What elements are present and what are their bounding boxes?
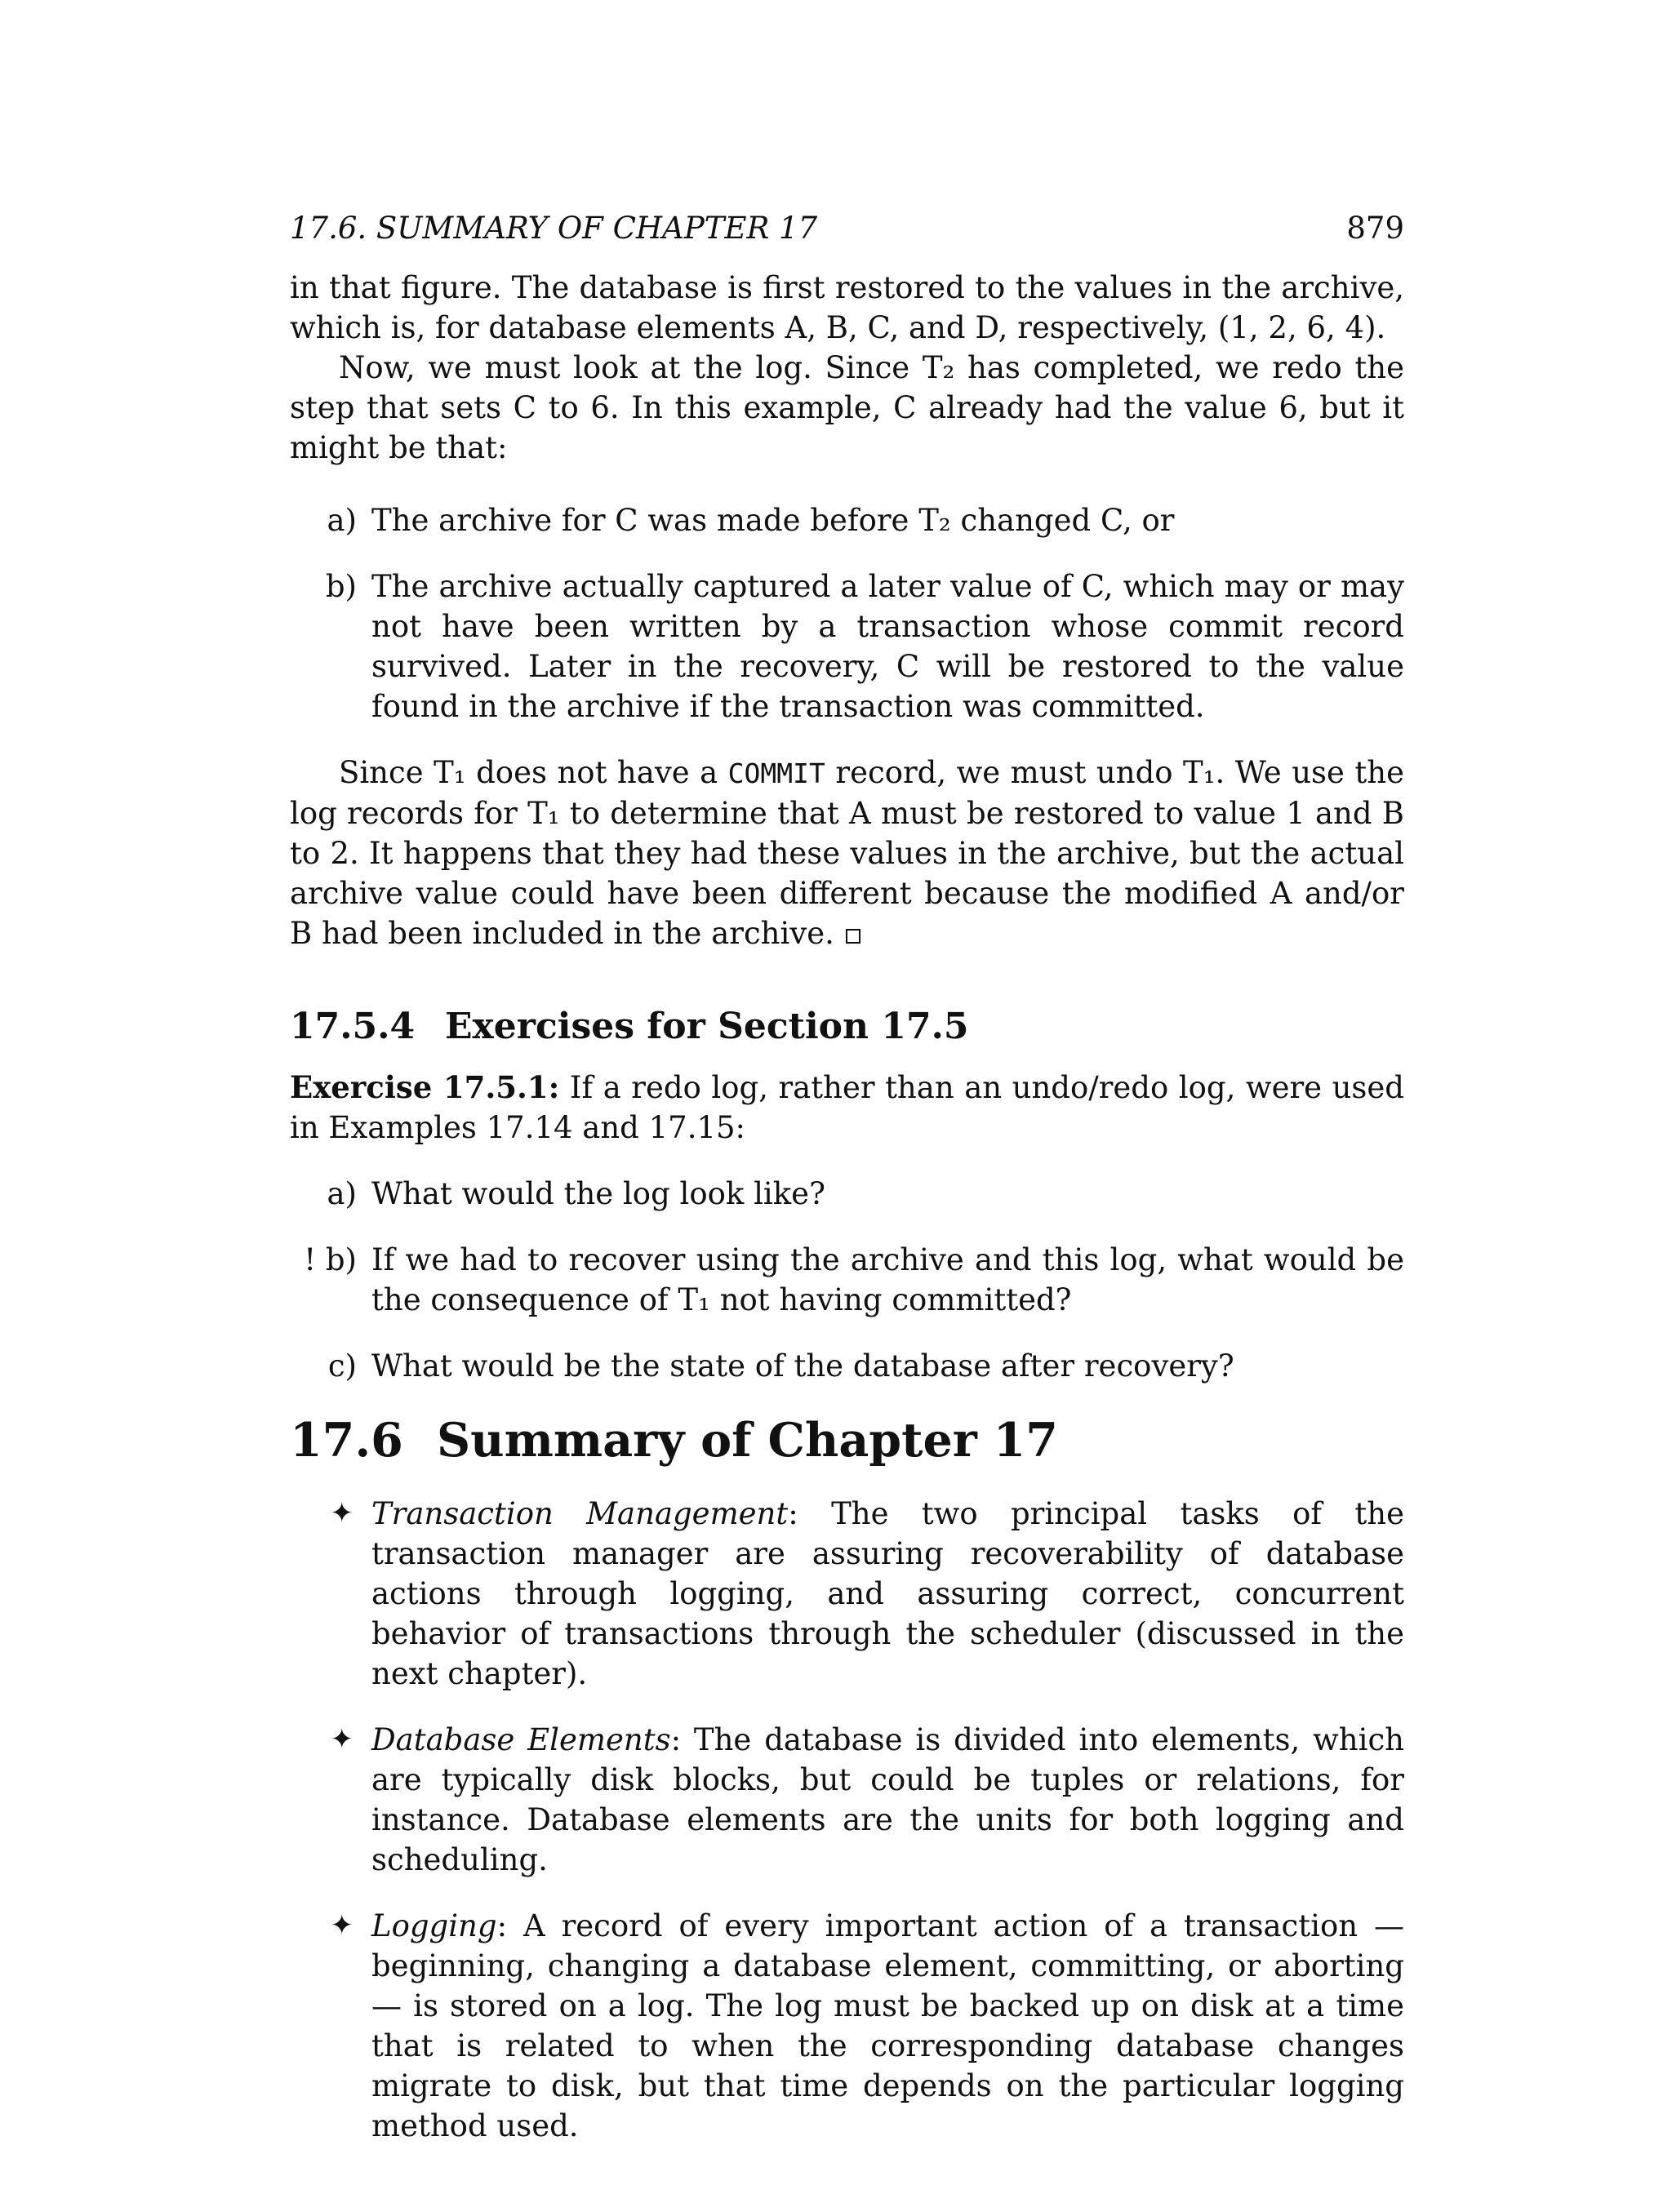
summary-text: : A record of every important action of a transaction — beginning, changing a database element, committing, or aborting — is stored on a log. The log must be backed up on disk at a time that is related to when the corresponding database changes migrate to disk, but that time depends on the particular logging method used. xyxy=(371,1908,1404,2143)
exercise-item-text: If we had to recover using the archive and this log, what would be the consequence of T₁ not having committed? xyxy=(371,1242,1404,1317)
summary-term: Logging xyxy=(371,1908,497,1943)
running-head-title: 17.6. SUMMARY OF CHAPTER 17 xyxy=(290,211,818,246)
list-text: The archive for C was made before T₂ changed C, or xyxy=(371,503,1175,538)
commit-code: COMMIT xyxy=(727,757,825,789)
section-number: 17.6 xyxy=(290,1413,403,1468)
exercise-label: Exercise 17.5.1: xyxy=(290,1069,560,1105)
subsection-heading xyxy=(290,1004,1404,1050)
diamond-bullet-icon: ✦ xyxy=(330,1909,354,1942)
subsection-number: 17.5.4 xyxy=(290,1006,416,1047)
summary-term: Transaction Management xyxy=(371,1496,789,1531)
exercise-text: If a redo log, rather than an undo/redo log, were used in Examples 17.14 and 17.15: xyxy=(290,1070,1404,1145)
difficulty-mark: ! xyxy=(304,1242,317,1277)
exercise-item-label: c) xyxy=(327,1348,357,1384)
paragraph-1: in that figure. The database is first restored to the values in the archive, which is, for database elements A, B, C, and D, respectively, (1, 2, 6, 4). xyxy=(290,270,1404,345)
exercise-item-b xyxy=(290,1240,1404,1320)
end-of-example-icon xyxy=(846,929,860,944)
summary-text: : The database is divided into elements, which are typically disk blocks, but could be tuples or relations, for instance. Database elements are the units for both logging and scheduling. xyxy=(371,1722,1405,1877)
page xyxy=(290,208,1404,2172)
summary-item xyxy=(290,1720,1404,1880)
list-label: a) xyxy=(327,503,357,538)
summary-item xyxy=(290,1906,1404,2146)
diamond-bullet-icon: ✦ xyxy=(330,1497,354,1530)
diamond-bullet-icon: ✦ xyxy=(330,1723,354,1756)
exercise-paragraph xyxy=(290,1068,1404,1148)
exercise-item-label: ! b) xyxy=(304,1242,357,1277)
page-number: 879 xyxy=(1346,211,1404,246)
exercise-item-c xyxy=(290,1346,1404,1386)
paragraph-3-before: Since T₁ does not have a xyxy=(339,755,728,790)
exercise-item-a xyxy=(290,1174,1404,1214)
summary-text: : The two principal tasks of the transaction manager are assuring recoverability of database actions through logging, and assuring correct, concurrent behavior of transactions through the scheduler (discussed in the next chapter). xyxy=(371,1496,1405,1691)
list-item-a xyxy=(290,500,1404,540)
summary-term: Database Elements xyxy=(371,1722,671,1757)
paragraph-2: Now, we must look at the log. Since T₂ has completed, we redo the step that sets C to 6. In this example, C already had the value 6, but it might be that: xyxy=(290,350,1404,465)
section-heading xyxy=(290,1412,1404,1469)
exercise-item-text: What would the log look like? xyxy=(371,1176,825,1211)
paragraph-3 xyxy=(290,753,1404,953)
list-item-b xyxy=(290,566,1404,726)
exercise-item-text: What would be the state of the database after recovery? xyxy=(371,1348,1234,1384)
running-head xyxy=(290,208,1404,248)
list-text: The archive actually captured a later value of C, which may or may not have been written by a transaction whose commit record survived. Later in the recovery, C will be restored to the value found in the archive if the transaction was committed. xyxy=(371,569,1404,724)
summary-item xyxy=(290,1494,1404,1694)
section-title: Summary of Chapter 17 xyxy=(437,1413,1058,1468)
list-label: b) xyxy=(325,569,357,604)
subsection-title: Exercises for Section 17.5 xyxy=(445,1006,969,1047)
exercise-item-label: a) xyxy=(327,1176,357,1211)
paragraph-3-after: record, we must undo T₁. We use the log records for T₁ to determine that A must be restored to value 1 and B to 2. It happens that they had these values in the archive, but the actual archive value could have been different because the modified A and/or B had been included in the archive. xyxy=(290,755,1404,951)
